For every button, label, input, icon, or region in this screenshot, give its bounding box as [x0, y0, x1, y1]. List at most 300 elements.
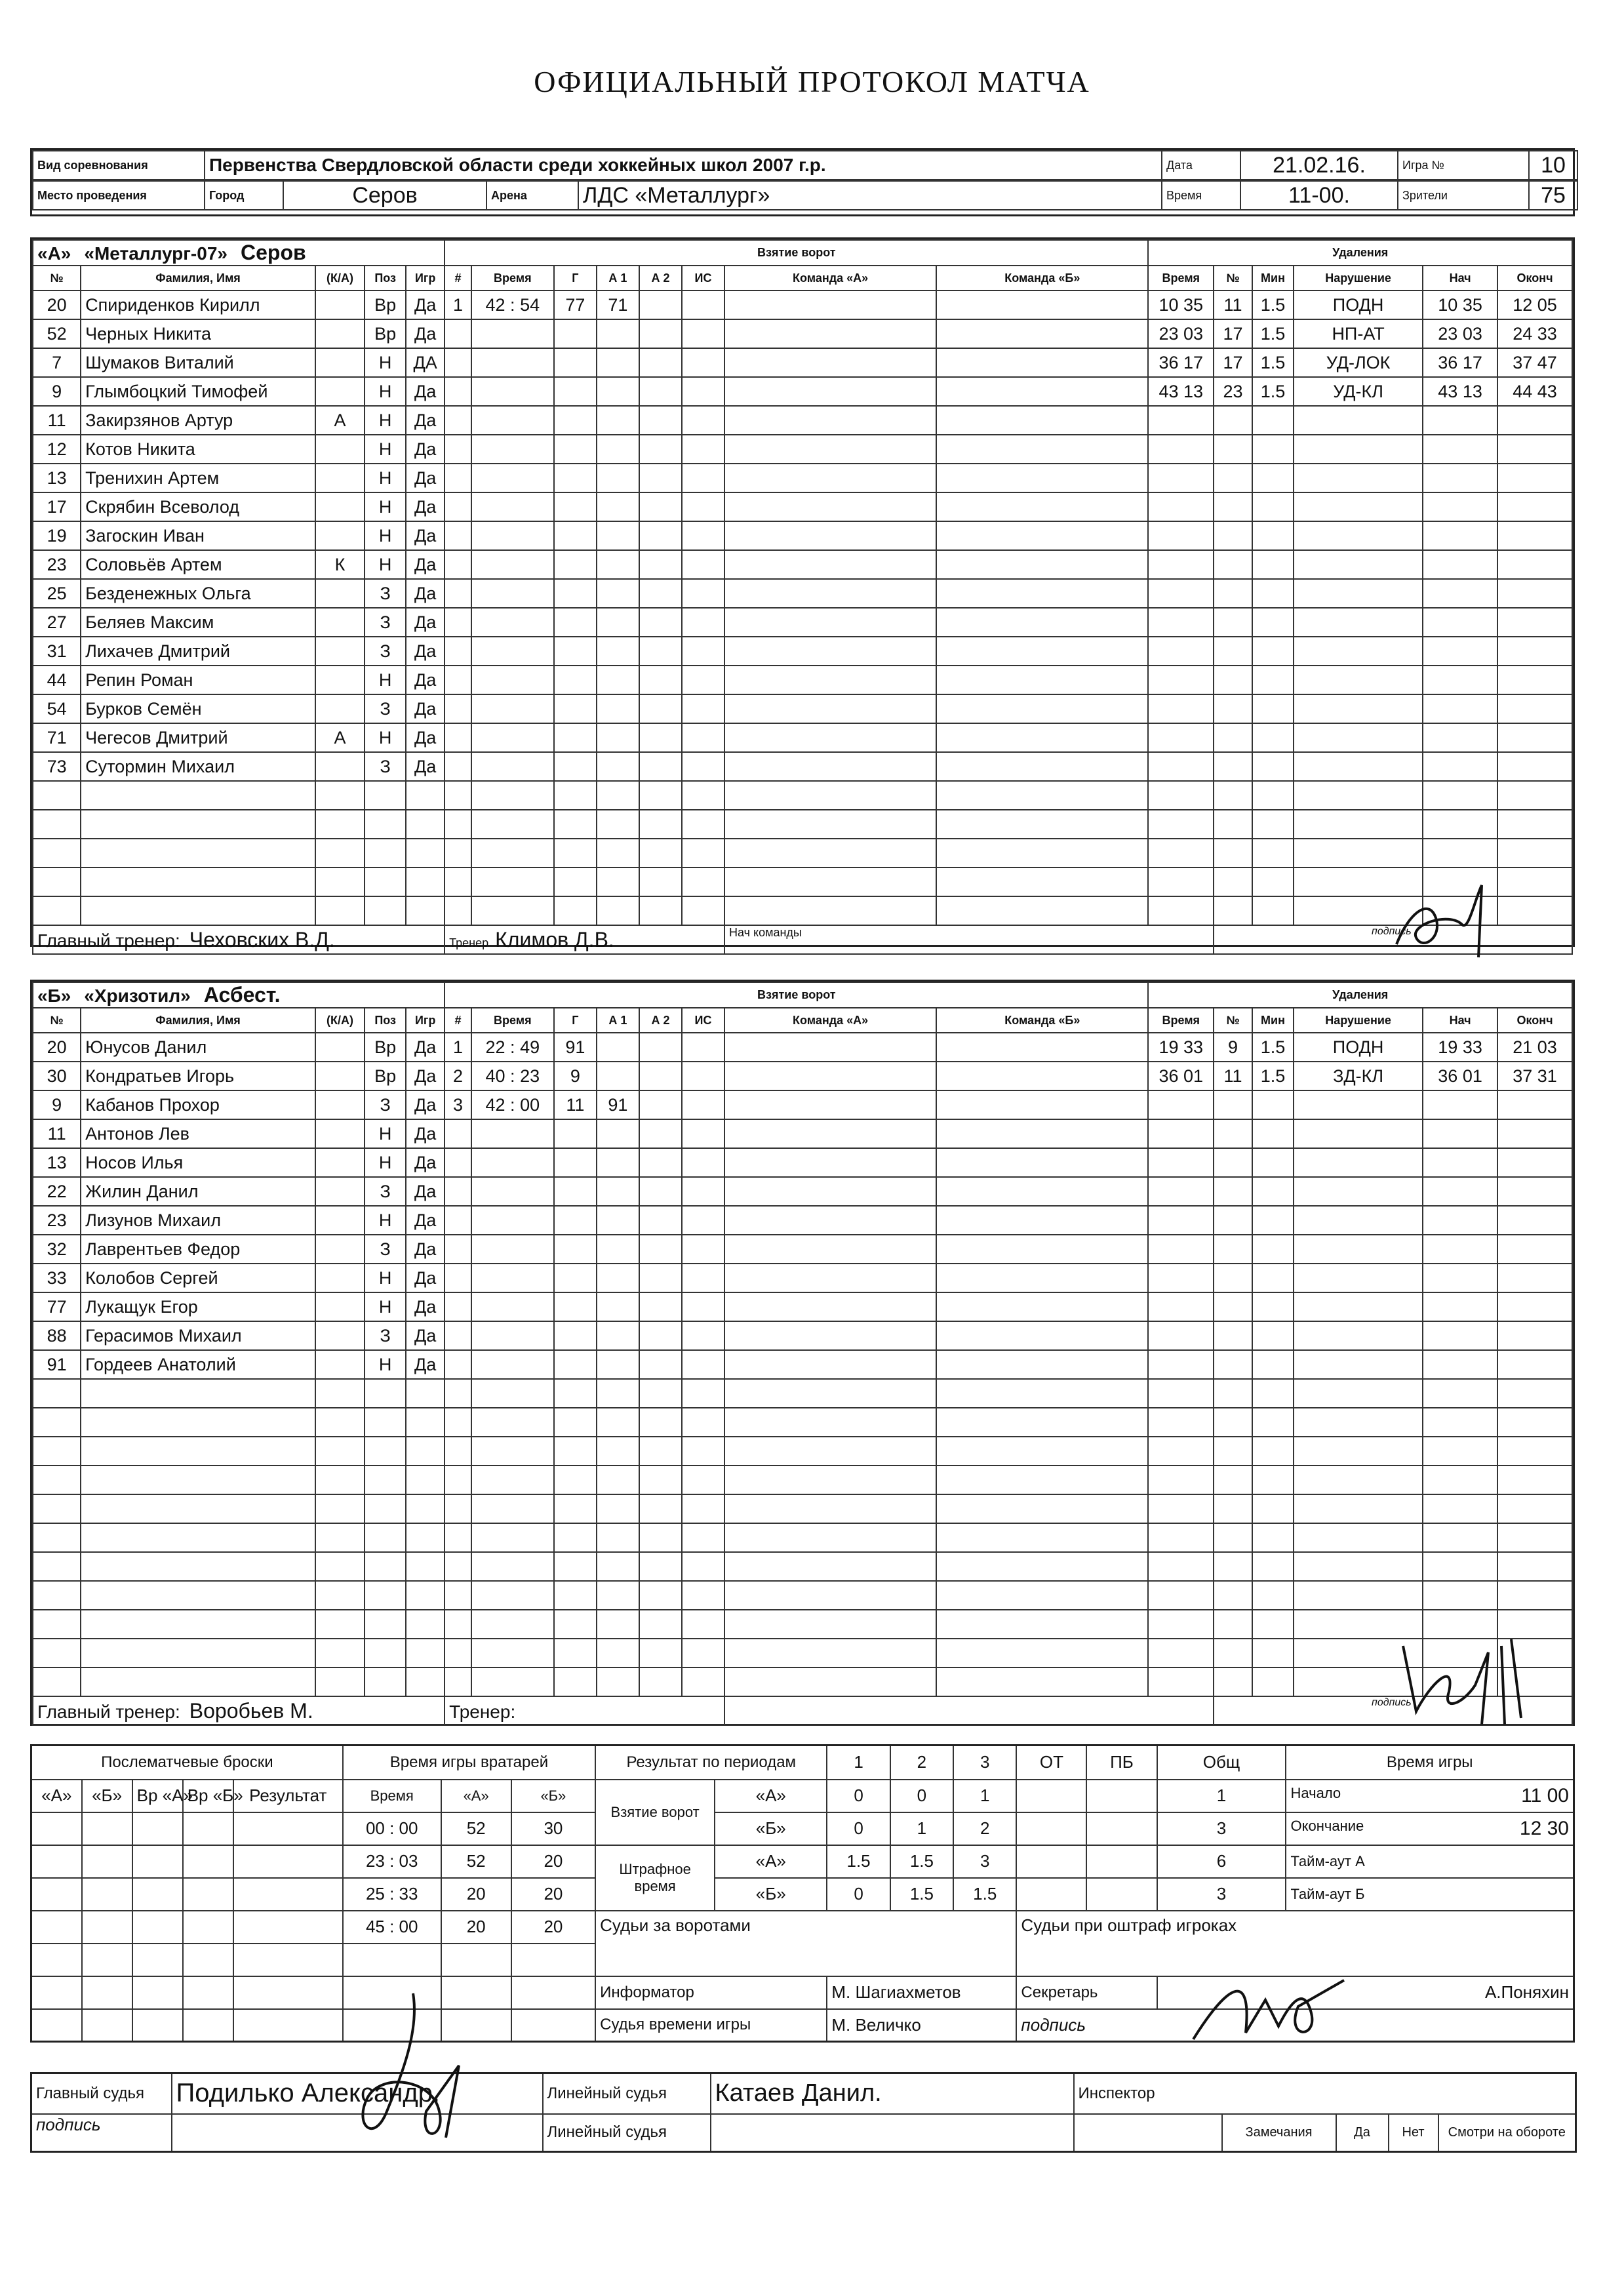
empty-cell: [1252, 1235, 1294, 1264]
empty-cell: [682, 435, 724, 464]
empty-cell: [1148, 810, 1214, 839]
empty-cell: [597, 1552, 639, 1581]
empty-cell: [682, 1581, 724, 1610]
empty-cell: [1148, 1639, 1214, 1667]
player-captain: [315, 1292, 365, 1321]
team-a-strength-cell: [724, 1523, 936, 1552]
empty-cell: [597, 868, 639, 896]
empty-cell: [682, 868, 724, 896]
empty-cell: [445, 1350, 471, 1379]
player-position: З: [365, 694, 406, 723]
empty-cell: [1294, 723, 1423, 752]
empty-cell: [471, 694, 554, 723]
goal-situation: [682, 290, 724, 319]
coach: [445, 1696, 724, 1725]
empty-cell: [1294, 752, 1423, 781]
empty-cell: [1497, 1437, 1572, 1466]
table-row: [33, 896, 1572, 925]
team-a-strength-cell: [724, 1350, 936, 1379]
goalie-row-4-a: 20: [441, 1911, 511, 1944]
penalty-end-part: 03: [1537, 1037, 1557, 1057]
empty-cell: [1423, 1667, 1497, 1696]
empty-cell: [471, 1321, 554, 1350]
empty-cell: [554, 1667, 597, 1696]
penalty-start-part: 17: [1462, 352, 1482, 372]
empty-cell: [1423, 1552, 1497, 1581]
player-name: Лаврентьев Федор: [81, 1235, 315, 1264]
empty-cell: [445, 608, 471, 637]
pen-a-p3: 3: [953, 1845, 1016, 1878]
team-a-strength-cell: [724, 1264, 936, 1292]
empty-cell: [1252, 1264, 1294, 1292]
player-captain: [315, 579, 365, 608]
player-position: Н: [365, 1119, 406, 1148]
player-captain: [315, 694, 365, 723]
penalty-end: [1497, 348, 1572, 377]
spectators-label: Зрители: [1398, 181, 1529, 210]
player-name: Тренихин Артем: [81, 464, 315, 492]
penalty-player: 11: [1214, 1062, 1252, 1090]
penalty-end-part: 21: [1513, 1037, 1533, 1057]
empty-cell: [445, 1206, 471, 1235]
empty-cell: [1148, 752, 1214, 781]
team-b-strength-cell: [936, 1466, 1148, 1494]
city-label: Город: [205, 181, 283, 210]
empty-cell: [1294, 666, 1423, 694]
empty-cell: [682, 1552, 724, 1581]
table-row: [33, 1523, 1572, 1552]
empty-cell: [554, 1264, 597, 1292]
empty-cell: [1497, 1408, 1572, 1437]
table-row: [33, 1062, 1572, 1090]
player-name: Загоскин Иван: [81, 521, 315, 550]
player-number: 20: [33, 1033, 81, 1062]
empty-cell: [1214, 550, 1252, 579]
goal-time: [471, 1090, 554, 1119]
empty-cell: [554, 1292, 597, 1321]
player-name: Спириденков Кирилл: [81, 290, 315, 319]
table-row: [33, 348, 1572, 377]
player-position: Н: [365, 1264, 406, 1292]
team-a-strength-cell: [724, 1667, 936, 1696]
penalty-end-part: 44: [1513, 381, 1533, 401]
team-b-strength-cell: [936, 406, 1148, 435]
team-b-strength-cell: [936, 868, 1148, 896]
empty-cell: [1294, 1581, 1423, 1610]
empty-cell: [1148, 1523, 1214, 1552]
team-b-strength-cell: [936, 1292, 1148, 1321]
empty-cell: [682, 1610, 724, 1639]
penalty-player: 17: [1214, 348, 1252, 377]
empty-cell: [1423, 896, 1497, 925]
empty-cell: [554, 550, 597, 579]
empty-cell: [639, 1408, 682, 1437]
empty-cell: [315, 1466, 365, 1494]
team-b-strength-cell: [936, 290, 1148, 319]
empty-cell: [471, 1523, 554, 1552]
team-a-strength-cell: [724, 550, 936, 579]
player-position: Н: [365, 1350, 406, 1379]
empty-cell: [1423, 694, 1497, 723]
team-b-strength-cell: [936, 377, 1148, 406]
player-name: Лизунов Михаил: [81, 1206, 315, 1235]
player-name: Чегесов Дмитрий: [81, 723, 315, 752]
game-start-label: Начало: [1290, 1784, 1341, 1801]
team-a-strength-cell: [724, 1408, 936, 1437]
table-row: [33, 1350, 1572, 1379]
empty-cell: [682, 1264, 724, 1292]
empty-cell: [1294, 608, 1423, 637]
empty-cell: [597, 896, 639, 925]
empty-cell: [1252, 1667, 1294, 1696]
col-igr: Игр: [406, 1008, 445, 1033]
team-b-strength-cell: [936, 1321, 1148, 1350]
empty-cell: [1423, 1379, 1497, 1408]
timeout-b-label: Тайм-аут Б: [1286, 1878, 1574, 1911]
empty-cell: [1497, 868, 1572, 896]
empty-cell: [1497, 608, 1572, 637]
secretary-label: Секретарь: [1016, 1976, 1157, 2009]
player-plays: Да: [406, 608, 445, 637]
empty-cell: [1497, 1177, 1572, 1206]
empty-cell: [471, 406, 554, 435]
table-row: [33, 723, 1572, 752]
empty-cell: [471, 521, 554, 550]
player-name: Антонов Лев: [81, 1119, 315, 1148]
empty-cell: [1252, 1581, 1294, 1610]
empty-cell: [682, 1292, 724, 1321]
empty-cell: [1423, 1206, 1497, 1235]
table-row: [33, 1119, 1572, 1148]
empty-cell: [1252, 406, 1294, 435]
col-a1: А 1: [597, 1008, 639, 1033]
empty-cell: [471, 781, 554, 810]
team-a-strength-cell: [724, 1292, 936, 1321]
empty-cell: [81, 839, 315, 868]
table-row: [33, 464, 1572, 492]
empty-cell: [1294, 1321, 1423, 1350]
empty-cell: [445, 579, 471, 608]
head-coach-label: Главный тренер:: [37, 930, 180, 951]
game-end-minute: 30: [1547, 1817, 1569, 1839]
empty-cell: [1252, 1148, 1294, 1177]
empty-cell: [315, 1437, 365, 1466]
empty-cell: [639, 781, 682, 810]
empty-cell: [597, 406, 639, 435]
period-col-pb: ПБ: [1086, 1746, 1157, 1780]
empty-cell: [597, 781, 639, 810]
empty-cell: [1294, 781, 1423, 810]
pen-a-total: 6: [1157, 1845, 1286, 1878]
empty-cell: [471, 464, 554, 492]
penalty-start-part: 03: [1462, 323, 1482, 344]
empty-cell: [445, 1379, 471, 1408]
empty-cell: [597, 1610, 639, 1639]
team-b-strength-cell: [936, 752, 1148, 781]
empty-cell: [1497, 752, 1572, 781]
col-pen-min: Мин: [1252, 1008, 1294, 1033]
player-name: Гордеев Анатолий: [81, 1350, 315, 1379]
game-start: [1286, 1780, 1574, 1812]
penalty-time: [1148, 319, 1214, 348]
empty-cell: [639, 1494, 682, 1523]
empty-cell: [639, 1437, 682, 1466]
empty-cell: [639, 521, 682, 550]
empty-cell: [315, 1408, 365, 1437]
col-pen-min: Мин: [1252, 266, 1294, 290]
head-coach: [33, 1696, 445, 1725]
linesman-1-value: Катаев Данил.: [711, 2073, 1074, 2114]
empty-cell: [554, 1581, 597, 1610]
penalty-start-part: 35: [1462, 294, 1482, 315]
empty-cell: [639, 1581, 682, 1610]
pen-a-label: «А»: [715, 1845, 827, 1878]
player-plays: Да: [406, 550, 445, 579]
team-b-strength-cell: [936, 1264, 1148, 1292]
empty-cell: [1294, 1466, 1423, 1494]
player-captain: [315, 1264, 365, 1292]
col-pen-end: Оконч: [1497, 1008, 1572, 1033]
empty-cell: [1148, 608, 1214, 637]
team-b-strength-cell: [936, 1639, 1148, 1667]
table-row: [33, 637, 1572, 666]
goals-b-pb: [1086, 1812, 1157, 1845]
empty-cell: [1148, 1610, 1214, 1639]
player-captain: [315, 464, 365, 492]
empty-cell: [1294, 435, 1423, 464]
empty-cell: [1252, 1119, 1294, 1148]
empty-cell: [639, 1148, 682, 1177]
empty-cell: [471, 377, 554, 406]
empty-cell: [471, 1350, 554, 1379]
empty-cell: [1294, 1437, 1423, 1466]
empty-cell: [1423, 1581, 1497, 1610]
empty-cell: [554, 348, 597, 377]
empty-cell: [639, 666, 682, 694]
goalie-row-1-time: 00 : 00: [343, 1812, 441, 1845]
empty-cell: [1148, 1350, 1214, 1379]
team-b-strength-cell: [936, 579, 1148, 608]
empty-cell: [682, 839, 724, 868]
empty-cell: [471, 868, 554, 896]
goals-b-total: 3: [1157, 1812, 1286, 1845]
empty-cell: [1252, 637, 1294, 666]
empty-cell: [365, 810, 406, 839]
empty-cell: [33, 1523, 81, 1552]
empty-cell: [471, 608, 554, 637]
empty-cell: [597, 1264, 639, 1292]
empty-cell: [639, 694, 682, 723]
empty-cell: [1148, 637, 1214, 666]
player-captain: [315, 492, 365, 521]
empty-cell: [445, 1408, 471, 1437]
team-b-strength-cell: [936, 1235, 1148, 1264]
player-number: 11: [33, 1119, 81, 1148]
empty-cell: [1497, 1350, 1572, 1379]
empty-cell: [554, 1177, 597, 1206]
empty-cell: [1252, 1206, 1294, 1235]
penalty-min: 19: [1159, 1037, 1179, 1057]
player-number: 11: [33, 406, 81, 435]
empty-cell: [1294, 1235, 1423, 1264]
goals-a-ot: [1016, 1780, 1086, 1812]
goalie-row-1-a: 52: [441, 1812, 511, 1845]
goals-label: Взятие ворот: [595, 1780, 715, 1845]
empty-cell: [365, 1466, 406, 1494]
penalty-end: [1497, 319, 1572, 348]
time-separator: :: [505, 1094, 521, 1115]
empty-cell: [1214, 1206, 1252, 1235]
period-col-1: 1: [827, 1746, 890, 1780]
game-end-hour: 12: [1519, 1817, 1542, 1839]
empty-cell: [315, 896, 365, 925]
goal-situation: [682, 1062, 724, 1090]
empty-cell: [1252, 1350, 1294, 1379]
penalty-time: [1148, 1062, 1214, 1090]
empty-cell: [682, 1466, 724, 1494]
empty-cell: [315, 810, 365, 839]
empty-cell: [365, 868, 406, 896]
team-a-strength-cell: [724, 290, 936, 319]
empty-cell: [445, 1292, 471, 1321]
empty-cell: [1294, 521, 1423, 550]
team-a-table: [32, 239, 1573, 955]
penalty-player: 11: [1214, 290, 1252, 319]
coach-signature-label: подпись: [1214, 925, 1572, 954]
empty-cell: [1294, 868, 1423, 896]
empty-cell: [639, 637, 682, 666]
player-captain: [315, 752, 365, 781]
coach-signature-label: подпись: [1214, 1696, 1572, 1725]
penalty-time: [1148, 348, 1214, 377]
empty-cell: [1148, 1206, 1214, 1235]
empty-cell: [597, 1437, 639, 1466]
empty-cell: [554, 1350, 597, 1379]
game-end-value: [1520, 1818, 1569, 1840]
empty-cell: [1423, 1350, 1497, 1379]
empty-cell: [445, 1119, 471, 1148]
empty-cell: [365, 1581, 406, 1610]
empty-cell: [471, 1177, 554, 1206]
empty-cell: [1497, 1552, 1572, 1581]
empty-cell: [1214, 1552, 1252, 1581]
empty-cell: [445, 1321, 471, 1350]
empty-cell: [639, 1379, 682, 1408]
empty-cell: [639, 608, 682, 637]
empty-cell: [554, 1321, 597, 1350]
empty-cell: [639, 1206, 682, 1235]
empty-cell: [445, 810, 471, 839]
player-name: Лихачев Дмитрий: [81, 637, 315, 666]
player-number: 71: [33, 723, 81, 752]
penalty-violation: НП-АТ: [1294, 319, 1423, 348]
empty-cell: [682, 492, 724, 521]
player-plays: Да: [406, 464, 445, 492]
goals-b-label: «Б»: [715, 1812, 827, 1845]
player-plays: Да: [406, 666, 445, 694]
empty-cell: [682, 1437, 724, 1466]
team-b-strength-cell: [936, 1033, 1148, 1062]
empty-cell: [315, 1552, 365, 1581]
empty-cell: [1214, 1523, 1252, 1552]
player-plays: Да: [406, 435, 445, 464]
penalty-start: [1423, 319, 1497, 348]
empty-cell: [639, 464, 682, 492]
empty-cell: [81, 1494, 315, 1523]
pen-b-label: «Б»: [715, 1878, 827, 1911]
player-plays: Да: [406, 1235, 445, 1264]
table-row: [33, 550, 1572, 579]
team-a-strength-cell: [724, 492, 936, 521]
table-row: [33, 868, 1572, 896]
empty-cell: [682, 723, 724, 752]
table-row: [33, 810, 1572, 839]
empty-cell: [33, 868, 81, 896]
player-position: Н: [365, 1206, 406, 1235]
team-b-strength-cell: [936, 1119, 1148, 1148]
empty-cell: [1214, 1148, 1252, 1177]
player-plays: Да: [406, 1292, 445, 1321]
goal-second: 00: [520, 1094, 540, 1115]
team-b-strength-cell: [936, 550, 1148, 579]
empty-cell: [1252, 579, 1294, 608]
empty-cell: [1214, 666, 1252, 694]
empty-cell: [471, 1206, 554, 1235]
summary-table: [30, 1744, 1575, 2043]
period-col-ot: ОТ: [1016, 1746, 1086, 1780]
pen-a-pb: [1086, 1845, 1157, 1878]
empty-cell: [445, 1552, 471, 1581]
goal-assist-2: [639, 1090, 682, 1119]
empty-cell: [1214, 1350, 1252, 1379]
empty-cell: [1214, 810, 1252, 839]
shootout-col-b: «Б»: [82, 1780, 132, 1812]
empty-cell: [315, 1639, 365, 1667]
player-number: 22: [33, 1177, 81, 1206]
col-ka: (К/А): [315, 266, 365, 290]
empty-cell: [1423, 1177, 1497, 1206]
empty-cell: [1294, 1206, 1423, 1235]
team-b-strength-cell: [936, 1523, 1148, 1552]
empty-cell: [445, 1177, 471, 1206]
empty-cell: [1252, 694, 1294, 723]
team-a-strength-cell: [724, 1639, 936, 1667]
shootout-col-result: Результат: [233, 1780, 343, 1812]
empty-cell: [1497, 694, 1572, 723]
col-g: Г: [554, 1008, 597, 1033]
table-row: [33, 1292, 1572, 1321]
table-row: [33, 781, 1572, 810]
empty-cell: [445, 868, 471, 896]
player-plays: Да: [406, 492, 445, 521]
player-number: 52: [33, 319, 81, 348]
penalty-start-part: 33: [1462, 1037, 1482, 1057]
penalty-sec: 35: [1183, 294, 1204, 315]
empty-cell: [554, 1235, 597, 1264]
empty-cell: [1497, 666, 1572, 694]
empty-cell: [1294, 464, 1423, 492]
penalty-start: [1423, 377, 1497, 406]
empty-cell: [1252, 1639, 1294, 1667]
empty-cell: [682, 1321, 724, 1350]
empty-cell: [639, 492, 682, 521]
empty-cell: [554, 1639, 597, 1667]
penalty-start-part: 13: [1462, 381, 1482, 401]
player-name: Лукащук Егор: [81, 1292, 315, 1321]
coach-label: Тренер: [449, 936, 489, 949]
empty-cell: [365, 1379, 406, 1408]
game-start-value: [1521, 1785, 1569, 1807]
